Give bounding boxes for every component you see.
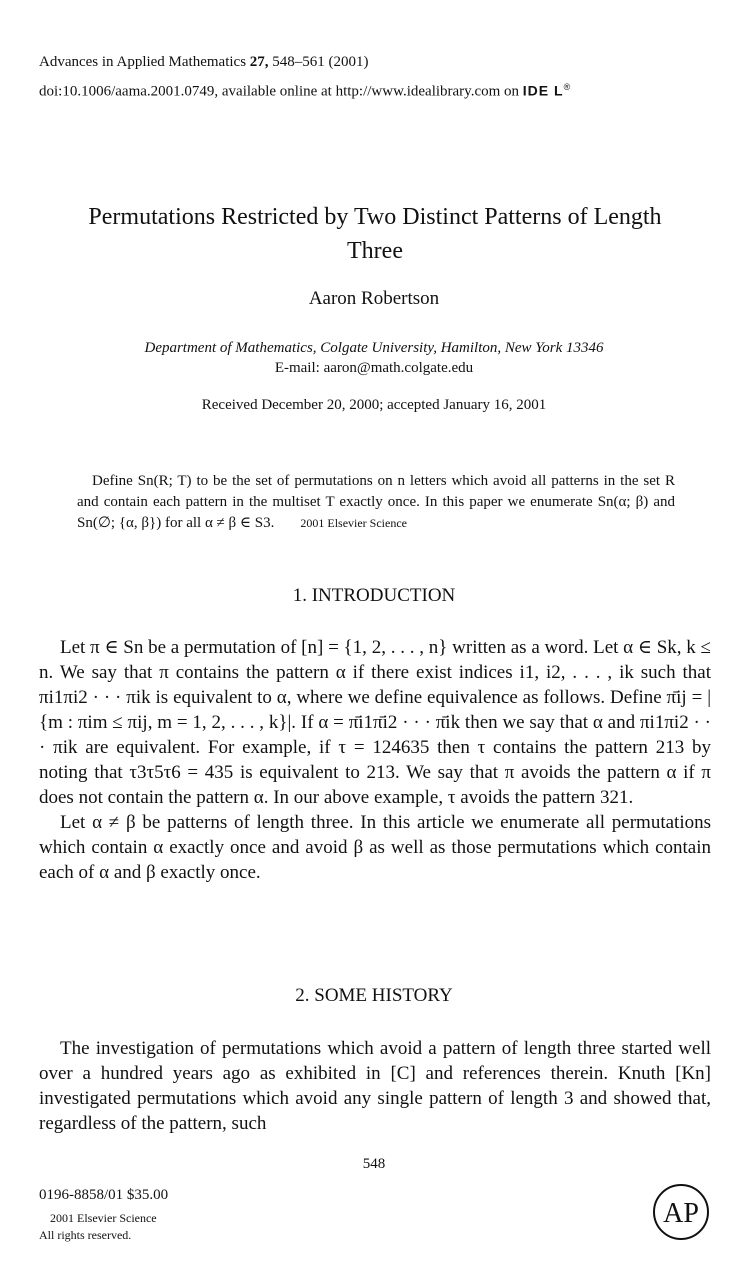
ideal-logo: IDE L® [522,82,572,99]
introduction-body [39,635,711,885]
paper-title: Permutations Restricted by Two Distinct Patterns of Length Three [88,204,662,264]
doi-line [39,78,571,101]
history-body [39,1036,711,1136]
issn-price: 0196-8858/01 $35.00 [39,1187,169,1203]
affiliation: Department of Mathematics, Colgate University, Hamilton, New York 13346 [144,340,604,356]
received-dates: Received December 20, 2000; accepted January 16, 2001 [201,397,547,413]
author-email: E-mail: aaron@math.colgate.edu [274,360,474,376]
footer-copyright: 2001 Elsevier Science [50,1211,157,1225]
author-name: Aaron Robertson [308,288,440,309]
rights-reserved: All rights reserved. [39,1228,132,1242]
journal-citation: Advances in Applied Mathematics 27, 548–561 (2001) [39,54,369,70]
paragraph: Let π ∈ Sn be a permutation of [n] = {1, 2, . . . , n} written as a word. Let α ∈ Sk, k ≤ n. We say that π contains the pattern α if there exist indices i1, i2, . . . , ik such that πi1πi2 · · · πik is equivalent to α, where we define equivalence as follows. Define π̄ij = |{m : πim ≤ πij, m = 1, 2, . . . , k}|. If α = π̄i1π̄i2 · · · π̄ik then we say that α and πi1πi2 · · · πik are equivalent. For example, if τ = 124635 then τ contains the pattern 213 by noting that τ3τ5τ6 = 435 is equivalent to 213. We say that π avoids the pattern α if π does not contain the pattern α. In our above example, τ avoids the pattern 321. [39,637,711,808]
abstract-text: Define Sn(R; T) to be the set of permutations on n letters which avoid all patterns in the set R and contain each pattern in the multiset T exactly once. In this paper we enumerate Sn(α; β) and Sn(∅; {α, β}) for all α ≠ β ∈ S3. [77,473,675,531]
academic-press-logo-icon [652,1183,710,1241]
paragraph: The investigation of permutations which avoid a pattern of length three started well over a hundred years ago as exhibited in [C] and references therein. Knuth [Kn] investigated permutations which avoid any single pattern of length 3 and showed that, regardless of the pattern, such [39,1038,711,1134]
journal-volume: 27, [249,54,269,70]
abstract [77,471,675,534]
page-number: 548 [362,1156,386,1172]
paragraph: Let α ≠ β be patterns of length three. In this article we enumerate all permutations which contain α exactly once and avoid β as well as those permutations which contain each of α and β exactly once. [39,812,711,883]
section-heading-history: 2. SOME HISTORY [295,985,453,1006]
doi-text: doi:10.1006/aama.2001.0749, available online at http://www.idealibrary.com on [39,83,520,100]
logo-letters: AP [663,1198,699,1229]
abstract-copyright: 2001 Elsevier Science [300,516,407,530]
section-heading-introduction: 1. INTRODUCTION [292,585,456,606]
